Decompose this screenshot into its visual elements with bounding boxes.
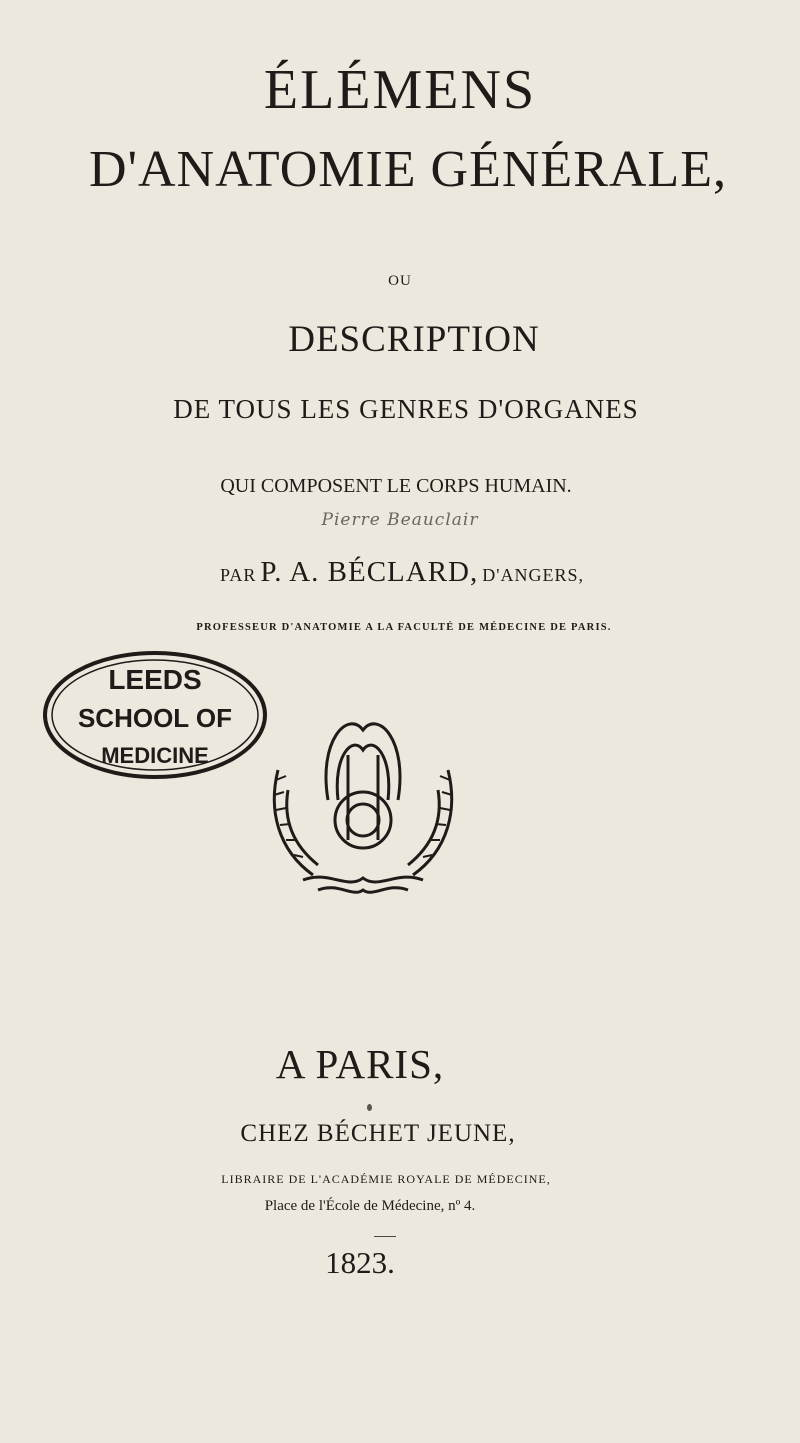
stamp-line-1: LEEDS — [108, 664, 202, 695]
title-line-1: ÉLÉMENS — [263, 59, 537, 121]
author-origin: D'ANGERS, — [482, 565, 584, 585]
subtitle-line-3: QUI COMPOSENT LE CORPS HUMAIN. — [220, 475, 572, 497]
divider-rule — [374, 1236, 396, 1237]
imprint-city: A PARIS, — [275, 1041, 445, 1087]
stamp-line-3: MEDICINE — [101, 743, 209, 768]
author-name: P. A. BÉCLARD, — [260, 556, 479, 588]
connector-ou: OU — [388, 273, 412, 289]
subtitle-line-2: DE TOUS LES GENRES D'ORGANES — [173, 394, 639, 424]
library-stamp — [40, 645, 270, 785]
author-title: PROFESSEUR D'ANATOMIE A LA FACULTÉ DE MÉDECINE DE PARIS. — [196, 622, 612, 633]
ink-speck — [367, 1104, 372, 1111]
title-line-2: D'ANATOMIE GÉNÉRALE, — [89, 141, 727, 198]
imprint-publisher-role: LIBRAIRE DE L'ACADÉMIE ROYALE DE MÉDECINE, — [221, 1172, 551, 1186]
author-prefix: PAR — [220, 565, 257, 585]
author-line — [2, 556, 800, 589]
imprint-year: 1823. — [325, 1245, 395, 1280]
publisher-monogram-icon — [258, 700, 468, 900]
handwritten-note: Pierre Beauclair — [321, 510, 479, 530]
stamp-line-2: SCHOOL OF — [77, 703, 233, 733]
subtitle: DESCRIPTION — [288, 319, 540, 360]
imprint-publisher: CHEZ BÉCHET JEUNE, — [240, 1120, 516, 1147]
imprint-address: Place de l'École de Médecine, nº 4. — [264, 1198, 476, 1214]
